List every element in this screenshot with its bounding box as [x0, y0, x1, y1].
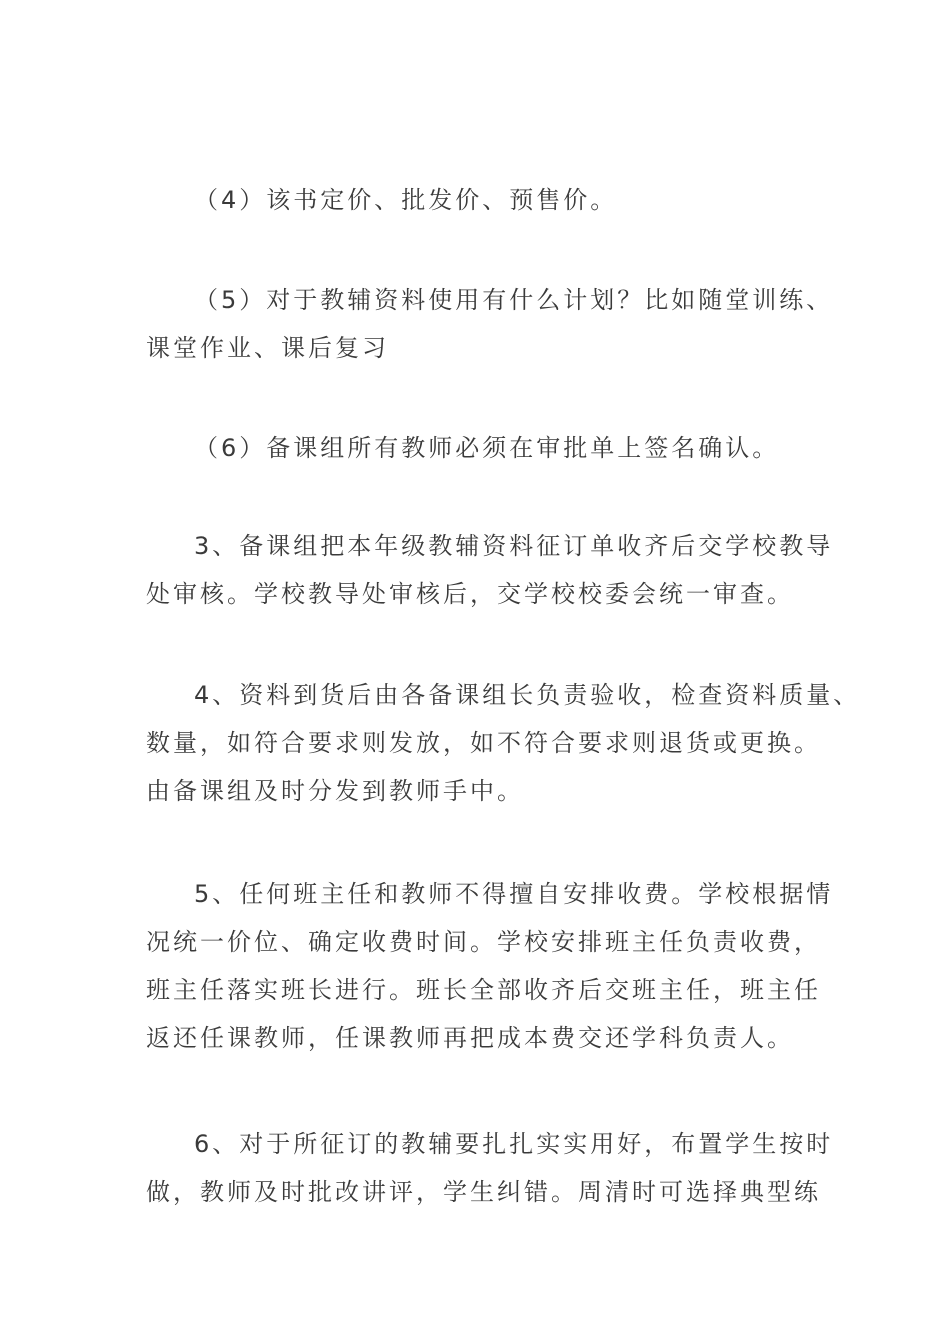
paragraph-line: 数量，如符合要求则发放，如不符合要求则退货或更换。	[146, 729, 821, 757]
paragraph-line: 由备课组及时分发到教师手中。	[146, 777, 524, 805]
paragraph-item-5-usage-plan	[146, 276, 834, 372]
paragraph-line: （4）该书定价、批发价、预售价。	[194, 186, 618, 214]
paragraph-line: 班主任落实班长进行。班长全部收齐后交班主任，班主任	[146, 976, 821, 1004]
paragraph-line: 做，教师及时批改讲评，学生纠错。周清时可选择典型练	[146, 1178, 821, 1206]
paragraph-line: 5、任何班主任和教师不得擅自安排收费。学校根据情	[194, 880, 834, 908]
paragraph-step-4-acceptance	[146, 671, 861, 815]
paragraph-line: 返还任课教师，任课教师再把成本费交还学科负责人。	[146, 1024, 794, 1052]
paragraph-line: 3、备课组把本年级教辅资料征订单收齐后交学校教导	[194, 532, 834, 560]
paragraph-line: （5）对于教辅资料使用有什么计划？比如随堂训练、	[194, 286, 834, 314]
paragraph-item-4-prices	[146, 176, 826, 224]
paragraph-line: （6）备课组所有教师必须在审批单上签名确认。	[194, 434, 780, 462]
paragraph-line: 6、对于所征订的教辅要扎扎实实用好，布置学生按时	[194, 1130, 834, 1158]
paragraph-line: 4、资料到货后由各备课组长负责验收，检查资料质量、	[194, 681, 861, 709]
paragraph-item-6-signature	[146, 424, 826, 472]
paragraph-line: 课堂作业、课后复习	[146, 334, 389, 362]
paragraph-step-6-usage	[146, 1120, 834, 1216]
paragraph-step-5-fees	[146, 870, 834, 1062]
paragraph-step-3-review	[146, 522, 834, 618]
paragraph-line: 处审核。学校教导处审核后，交学校校委会统一审查。	[146, 580, 794, 608]
paragraph-line: 况统一价位、确定收费时间。学校安排班主任负责收费，	[146, 928, 821, 956]
